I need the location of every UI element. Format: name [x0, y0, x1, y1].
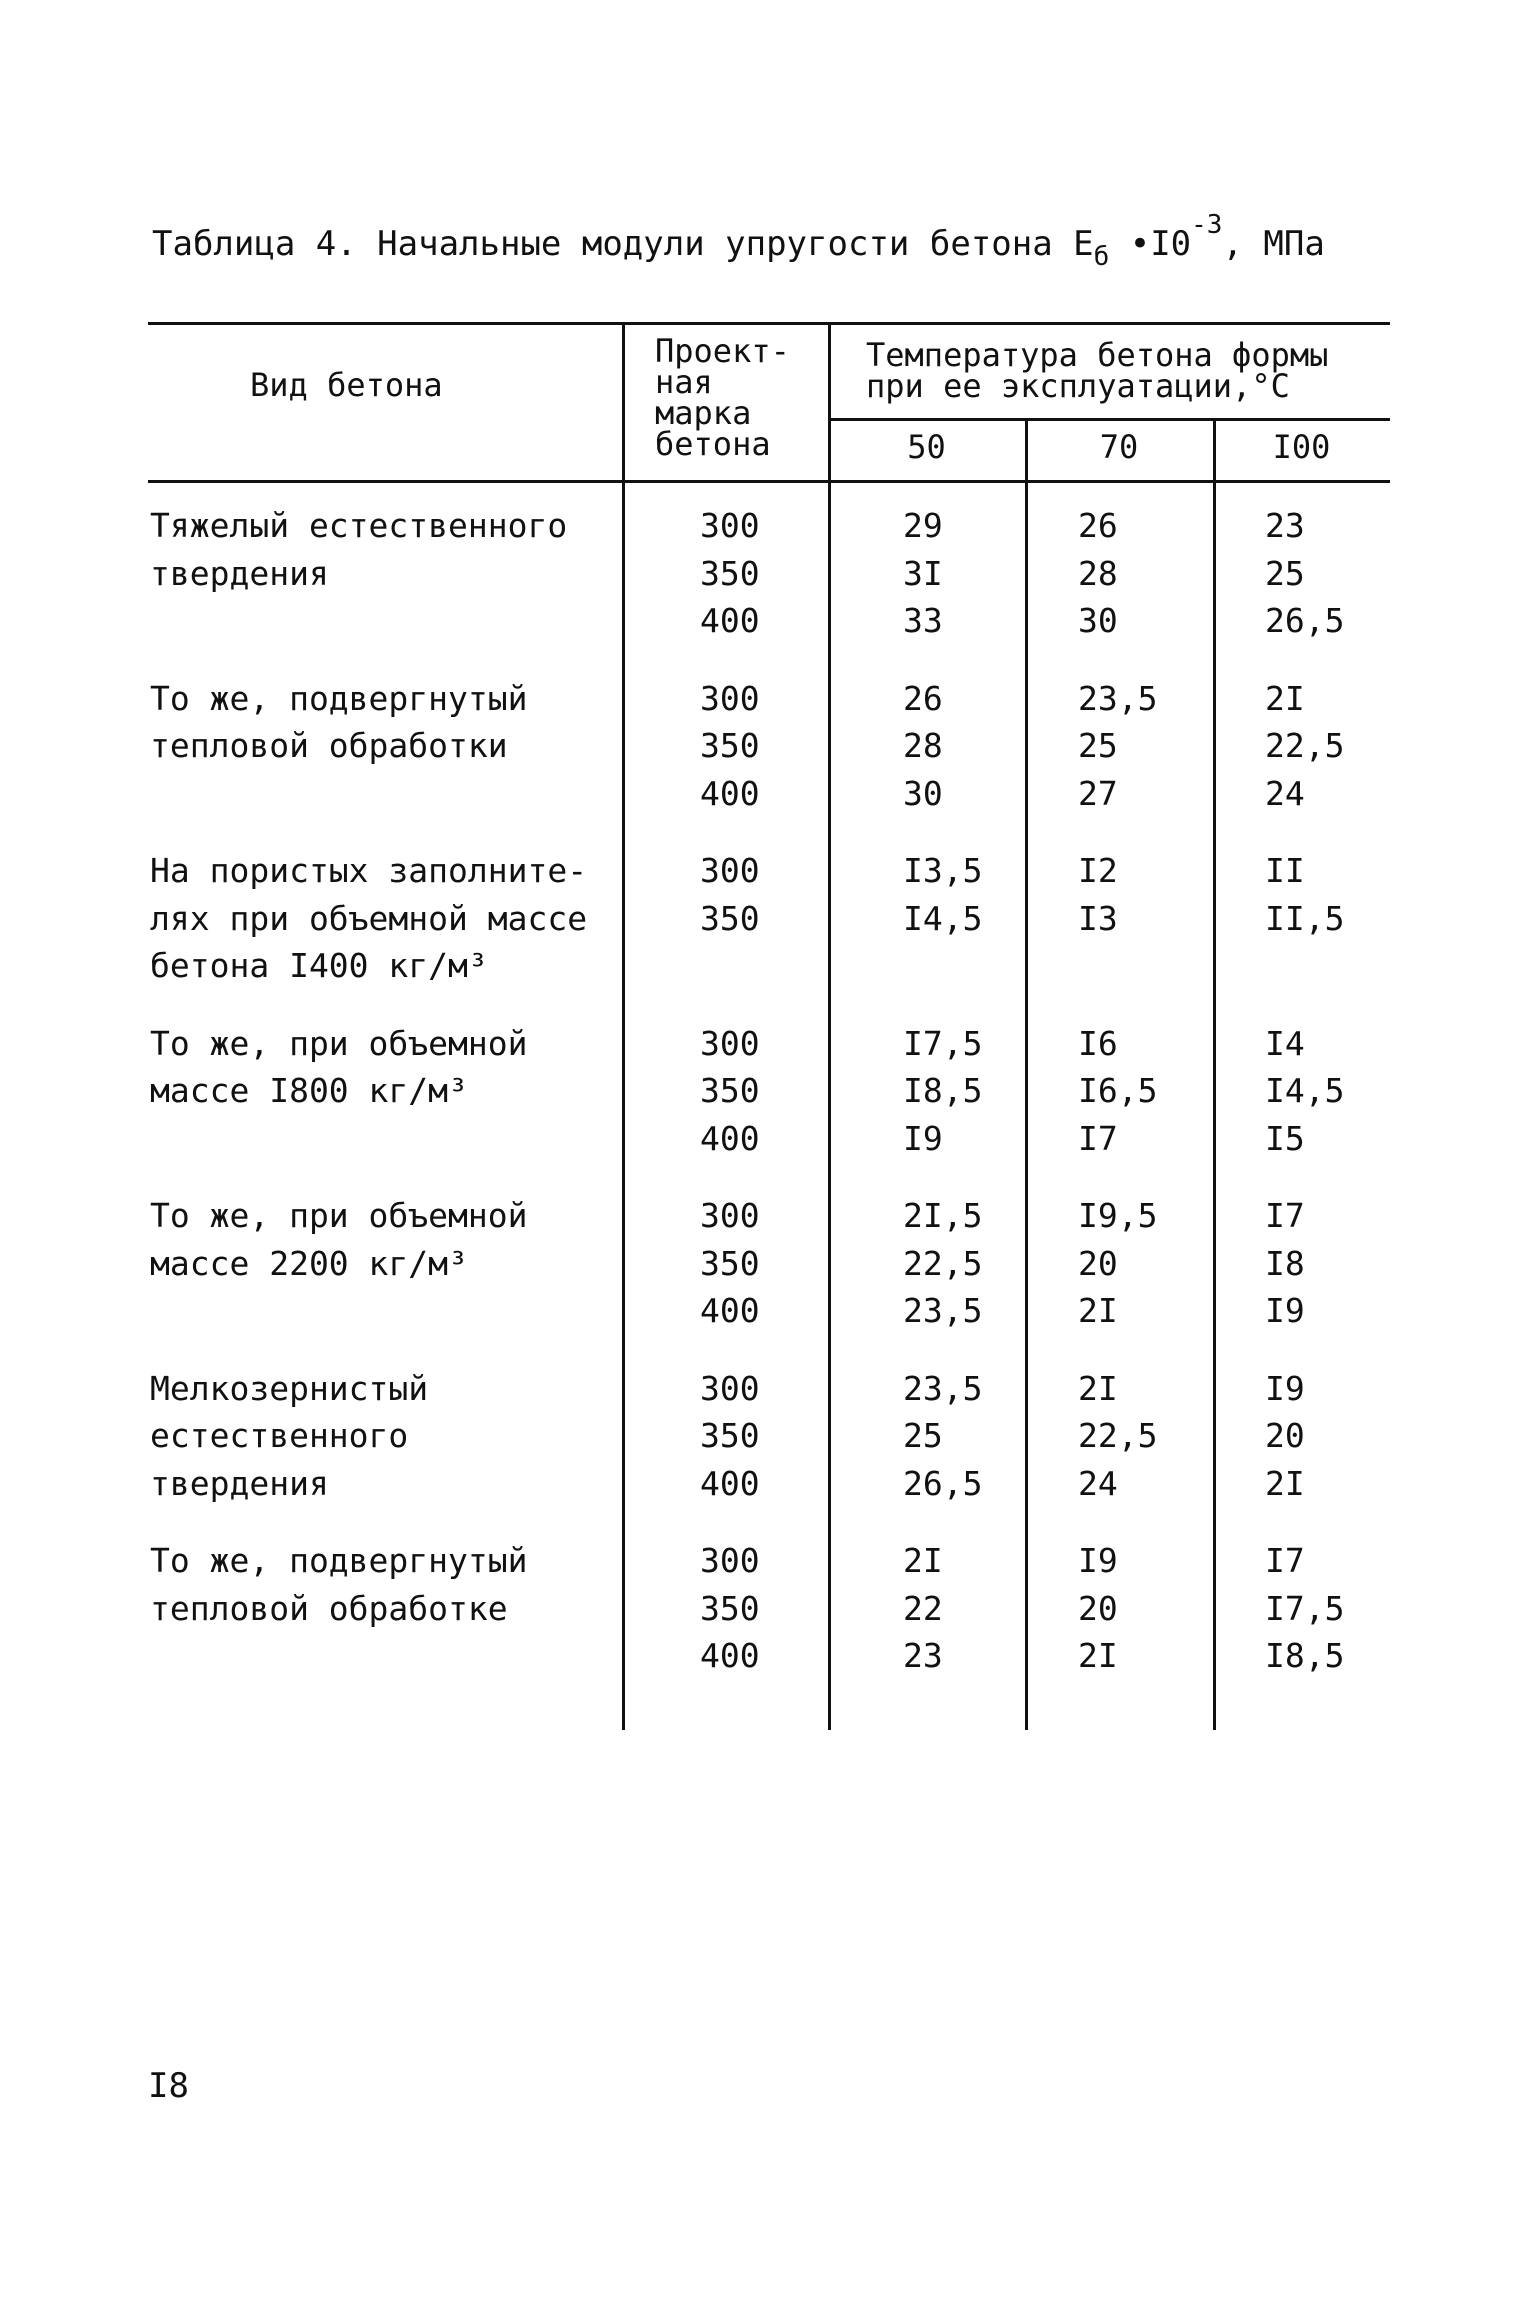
value-cell-70: I2: [1078, 851, 1118, 890]
value-cell-70: 2I: [1078, 1368, 1118, 1408]
value-cell-100: 26,5: [1265, 601, 1345, 640]
title-multiplier: •I0: [1109, 224, 1192, 264]
grade-cell: 350: [700, 898, 760, 938]
grade-cell: 300: [700, 1196, 760, 1235]
concrete-type-label: естественного: [150, 1416, 409, 1455]
value-cell-70: I6: [1078, 1023, 1118, 1063]
value-cell-50: 23,5: [903, 1291, 983, 1330]
column-divider-100: [1213, 418, 1216, 1730]
value-cell-50: 28: [903, 726, 943, 765]
column-divider-70: [1025, 418, 1028, 1730]
concrete-type-label: тепловой обработке: [150, 1588, 508, 1628]
grade-cell: 350: [700, 1416, 760, 1455]
grade-cell: 300: [700, 1023, 760, 1063]
value-cell-50: I4,5: [903, 898, 983, 938]
title-text: Таблица 4. Начальные модули упругости бетона E: [152, 224, 1094, 264]
value-cell-50: 26: [903, 678, 943, 718]
grade-cell: 400: [700, 601, 760, 640]
header-design-grade-line: ная: [655, 363, 713, 401]
value-cell-70: 22,5: [1078, 1416, 1158, 1455]
value-cell-50: 22,5: [903, 1243, 983, 1283]
page-number: I8: [148, 2066, 189, 2106]
value-cell-100: 24: [1265, 773, 1305, 813]
value-cell-70: 20: [1078, 1243, 1118, 1283]
value-cell-70: 30: [1078, 601, 1118, 640]
value-cell-100: II: [1265, 851, 1305, 890]
header-design-grade-line: Проект-: [655, 332, 790, 370]
temperature-subheader-rule: [828, 418, 1390, 421]
value-cell-100: I8,5: [1265, 1636, 1345, 1675]
concrete-type-label: То же, при объемной: [150, 1196, 528, 1235]
header-temp-I00: I00: [1272, 428, 1331, 466]
table-title: [152, 210, 1325, 272]
header-temperature: [866, 336, 1329, 405]
grade-cell: 300: [700, 1541, 760, 1580]
header-design-grade-line: марка: [655, 394, 752, 432]
value-cell-50: 29: [903, 506, 943, 545]
value-cell-50: 33: [903, 601, 943, 640]
concrete-type-label: массе I800 кг/м³: [150, 1071, 468, 1110]
value-cell-100: I5: [1265, 1118, 1305, 1158]
concrete-type-label: лях при объемной массе: [150, 898, 588, 938]
value-cell-100: 25: [1265, 553, 1305, 593]
value-cell-100: I8: [1265, 1243, 1305, 1283]
header-design-grade: [655, 332, 790, 463]
concrete-type-label: массе 2200 кг/м³: [150, 1243, 468, 1283]
concrete-type-label: тепловой обработки: [150, 726, 508, 765]
grade-cell: 400: [700, 1118, 760, 1158]
value-cell-70: I7: [1078, 1118, 1118, 1158]
value-cell-70: 23,5: [1078, 678, 1158, 718]
grade-cell: 300: [700, 678, 760, 718]
concrete-type-label: То же, подвергнутый: [150, 1541, 528, 1580]
value-cell-50: 3I: [903, 553, 943, 593]
table-top-rule: [148, 322, 1390, 325]
title-subscript: б: [1093, 242, 1110, 272]
concrete-type-label: бетона I400 кг/м³: [150, 946, 488, 985]
value-cell-50: I8,5: [903, 1071, 983, 1110]
header-concrete-type: Вид бетона: [250, 366, 443, 404]
grade-cell: 300: [700, 851, 760, 890]
value-cell-100: 23: [1265, 506, 1305, 545]
value-cell-100: I9: [1265, 1368, 1305, 1408]
value-cell-50: 25: [903, 1416, 943, 1455]
value-cell-70: I9: [1078, 1541, 1118, 1580]
value-cell-70: 25: [1078, 726, 1118, 765]
concrete-type-label: Мелкозернистый: [150, 1368, 429, 1408]
header-design-grade-line: бетона: [655, 425, 771, 463]
value-cell-100: I7: [1265, 1196, 1305, 1235]
value-cell-50: 2I: [903, 1541, 943, 1580]
value-cell-100: I7: [1265, 1541, 1305, 1580]
value-cell-70: 27: [1078, 773, 1118, 813]
value-cell-50: 30: [903, 773, 943, 813]
header-bottom-rule: [148, 480, 1390, 483]
value-cell-50: I3,5: [903, 851, 983, 890]
concrete-type-label: На пористых заполните-: [150, 851, 588, 890]
value-cell-100: I4: [1265, 1023, 1305, 1063]
concrete-type-label: Тяжелый естественного: [150, 506, 568, 545]
value-cell-50: 22: [903, 1588, 943, 1628]
header-temp-50: 50: [907, 428, 946, 466]
value-cell-100: 2I: [1265, 678, 1305, 718]
value-cell-100: I4,5: [1265, 1071, 1345, 1110]
value-cell-50: 23,5: [903, 1368, 983, 1408]
value-cell-70: 20: [1078, 1588, 1118, 1628]
value-cell-70: 2I: [1078, 1291, 1118, 1330]
value-cell-100: 2I: [1265, 1463, 1305, 1503]
grade-cell: 300: [700, 1368, 760, 1408]
value-cell-50: I7,5: [903, 1023, 983, 1063]
value-cell-70: 28: [1078, 553, 1118, 593]
value-cell-100: II,5: [1265, 898, 1345, 938]
column-divider-temperature: [828, 322, 831, 1730]
header-temperature-line: при ее эксплуатации,°С: [866, 367, 1290, 405]
grade-cell: 350: [700, 1071, 760, 1110]
concrete-type-label: твердения: [150, 1463, 329, 1503]
value-cell-70: I9,5: [1078, 1196, 1158, 1235]
value-cell-100: I9: [1265, 1291, 1305, 1330]
value-cell-70: I6,5: [1078, 1071, 1158, 1110]
grade-cell: 350: [700, 726, 760, 765]
concrete-type-label: То же, при объемной: [150, 1023, 528, 1063]
grade-cell: 400: [700, 1463, 760, 1503]
concrete-type-label: То же, подвергнутый: [150, 678, 528, 718]
header-temp-70: 70: [1099, 428, 1139, 466]
value-cell-50: 2I,5: [903, 1196, 983, 1235]
value-cell-50: I9: [903, 1118, 943, 1158]
title-superscript: -3: [1191, 210, 1223, 240]
header-temperature-line: Температура бетона формы: [866, 336, 1329, 374]
grade-cell: 300: [700, 506, 760, 545]
value-cell-70: I3: [1078, 898, 1118, 938]
grade-cell: 400: [700, 1636, 760, 1675]
value-cell-50: 26,5: [903, 1463, 983, 1503]
grade-cell: 400: [700, 773, 760, 813]
value-cell-100: I7,5: [1265, 1588, 1345, 1628]
value-cell-100: 20: [1265, 1416, 1305, 1455]
concrete-type-label: твердения: [150, 553, 329, 593]
value-cell-100: 22,5: [1265, 726, 1345, 765]
grade-cell: 400: [700, 1291, 760, 1330]
value-cell-70: 2I: [1078, 1636, 1118, 1675]
value-cell-70: 26: [1078, 506, 1118, 545]
column-divider-grade: [622, 322, 625, 1730]
grade-cell: 350: [700, 1243, 760, 1283]
value-cell-50: 23: [903, 1636, 943, 1675]
title-units: , МПа: [1222, 224, 1325, 264]
grade-cell: 350: [700, 553, 760, 593]
value-cell-70: 24: [1078, 1463, 1118, 1503]
grade-cell: 350: [700, 1588, 760, 1628]
